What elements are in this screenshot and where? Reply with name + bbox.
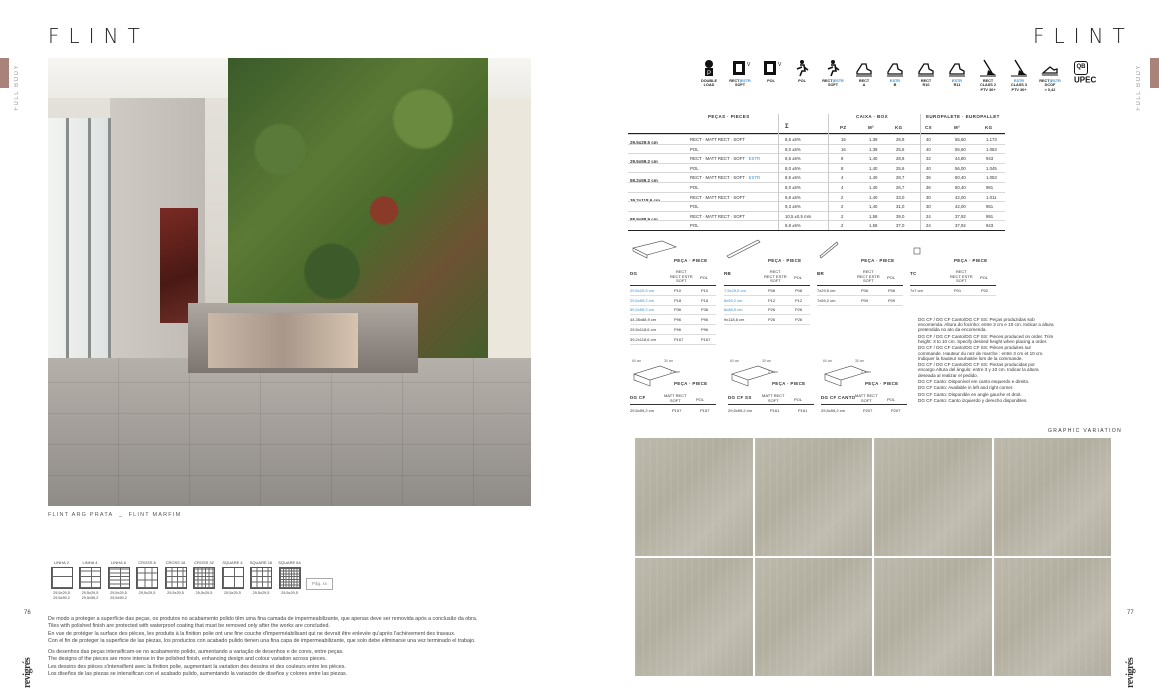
table-row: RECT · MATT RECT · SOFT · ESTR 8,5 ±5% 4 1,40 28,7 36 50,40 1.053	[628, 172, 1005, 182]
piece-dim: 60 cm	[730, 359, 740, 363]
para1-line: Tiles with polished finish are protected with waterproof coating that must be removed only after the works are concluded.	[48, 623, 330, 630]
photo-caption: FLINT ARG PRATA _ FLINT MARFIM	[48, 512, 182, 518]
table-size: 29,5x29,5 cm	[630, 140, 658, 145]
tile-sample	[755, 558, 873, 676]
icon-label: RECT R10	[920, 79, 932, 88]
brand-logo-left: revigrés	[22, 657, 33, 688]
piece-code: DG CF SS	[728, 395, 752, 400]
pendulum-3-icon	[1009, 58, 1029, 78]
piece-header: PEÇA · PIECE	[674, 381, 708, 386]
piece-drawing	[912, 238, 957, 260]
note-line: DG CF / DG CF Canto/DG CF SS: Piezas producidas por encargo.Altura del ángulo: entre 3 y 10 cm. Indicar la altura deseada al realizar el pedido.	[918, 362, 1039, 378]
piece-dg-cf	[630, 358, 718, 418]
piece-row-cell: P207	[863, 408, 873, 413]
piece-col-finish: RECT RECT ESTR SOFT	[857, 269, 880, 284]
piece-row-cell: P02	[981, 288, 989, 293]
graphic-variation-tiles	[635, 438, 1111, 676]
piece-row-cell: P06	[861, 288, 869, 293]
v2-spec	[727, 58, 753, 88]
note-line: DG CF Canto: Canto izquierdo y derecho disponibles.	[918, 398, 1028, 404]
pattern-cross16	[162, 560, 189, 596]
piece-dg	[630, 238, 718, 348]
table-row: RECT · MATT RECT · SOFT 9,8 ±5% 2 1,40 33,0 30 42,00 1.011	[628, 192, 1005, 202]
piece-row-cell: P96	[674, 326, 682, 332]
pattern-cross32	[191, 560, 218, 596]
piece-br	[817, 238, 905, 348]
slip-r5-icon	[823, 58, 843, 78]
dcof-icon	[1040, 58, 1060, 78]
pendulum-2-icon	[978, 58, 998, 78]
piece-row-cell: P26	[768, 307, 776, 313]
piece-row-cell: P10	[674, 288, 682, 293]
pattern-label: LINHA 2	[54, 560, 69, 565]
piece-row-cell: P167	[701, 336, 711, 342]
tile-sample	[994, 558, 1112, 676]
piece-row-cell: P36	[674, 307, 682, 313]
piece-row-cell: 29,5x59,2 cm	[630, 297, 655, 303]
paragraph-polish-protection	[48, 616, 518, 646]
icon-label: RECT|ESTR SOFT	[729, 79, 751, 88]
shoe-r10-icon	[916, 58, 936, 78]
double-load-icon	[699, 58, 719, 78]
th-sub: KG	[985, 125, 993, 130]
pattern-label: SQUARE 4	[222, 560, 243, 565]
pattern-sizes: 29,5x29,5 29,5x59,2	[53, 591, 70, 600]
page-title-left: FLINT	[48, 24, 149, 48]
piece-row-cell: P207	[891, 408, 901, 413]
th-sub: M²	[954, 125, 961, 130]
pattern-label: LINHA 6	[111, 560, 126, 565]
note-line: DG CF Canto: Available in left and right corner.	[918, 385, 1014, 391]
piece-header: PEÇA · PIECE	[865, 381, 899, 386]
pattern-sizes: 29,5x29,5	[167, 591, 184, 595]
th-sub: CX	[925, 125, 933, 130]
pattern-linha6	[105, 560, 132, 600]
table-size: 29,5x59,2 cm	[630, 159, 658, 165]
icon-label: ESTR CLASS 3 PTV 36+	[1010, 79, 1028, 92]
shoe-b-spec	[882, 58, 908, 88]
piece-row-cell: P26	[795, 307, 803, 313]
pattern-sizes: 29,5x29,5	[281, 591, 298, 595]
svg-text:V: V	[747, 62, 751, 68]
pattern-square16	[248, 560, 275, 596]
piece-header: PEÇA · PIECE	[772, 381, 806, 386]
pattern-label: LINHA 4	[82, 560, 98, 565]
piece-row-cell: P96	[701, 317, 709, 323]
graphic-variation-label: GRAPHIC VARIATION	[1048, 428, 1123, 434]
para2-line: Les dessins des pièces s'intensifient avec la finition polie, augmentant la variation des dessins et des couleurs entre les pièces.	[48, 663, 346, 670]
piece-header: PEÇA · PIECE	[954, 258, 988, 263]
th-pieces: PEÇAS · PIECES	[708, 114, 750, 119]
piece-row-cell: 29,5x59,2 cm	[728, 408, 753, 413]
svg-text:V: V	[778, 62, 782, 68]
tile-sample	[635, 438, 753, 556]
piece-row-cell: P157	[700, 408, 710, 413]
piece-row-cell: 29,5x118,6 cm	[630, 326, 656, 332]
pattern-swatch	[165, 567, 187, 589]
table-row: POL 8,0 ±5% 8 1,40 25,6 40 56,00 1.045	[628, 163, 1005, 173]
tile-sample	[635, 558, 753, 676]
pattern-label: CROSS 8	[138, 560, 156, 565]
note-line: DG CF Canto: Disponible en angle gauche et droit.	[918, 391, 1022, 397]
piece-col-pol: POL	[887, 275, 896, 280]
piece-row-cell: 44,35x88,9 cm	[630, 317, 657, 323]
piece-col-pol: POL	[980, 275, 989, 280]
piece-dim: 60 cm	[823, 359, 833, 363]
piece-row-cell: 7,5x29,5 cm	[724, 288, 746, 293]
piece-drawing	[823, 360, 872, 388]
pattern-square4	[219, 560, 246, 596]
table-row: RECT · MATT RECT · SOFT · ESTR 8,5 ±5% 8 1,40 28,8 32 44,80 943	[628, 153, 1005, 163]
piece-code: DG	[630, 271, 638, 276]
piece-dim: 30 cm	[762, 359, 772, 363]
icon-label: RECT|ESTR SOFT	[822, 79, 844, 88]
piece-row-cell: P167	[674, 336, 684, 342]
piece-drawing	[632, 360, 681, 388]
pattern-linha2	[48, 560, 75, 600]
shoe-a-spec	[851, 58, 877, 88]
piece-col-pol: POL	[794, 397, 803, 402]
piece-row-cell: P10	[701, 288, 709, 293]
piece-row-cell: 7x59,2 cm	[817, 297, 836, 303]
pattern-swatch	[51, 567, 73, 589]
piece-dim: 2,5 cm	[861, 370, 872, 374]
pattern-swatch	[79, 567, 101, 589]
para2-line: Los diseños de las piezas se intensifican con el acabado pulido, aumentando la variación de diseños y colores entre las piezas.	[48, 671, 348, 678]
piece-row-cell: 7x29,5 cm	[817, 288, 836, 293]
piece-code: DG CF	[630, 395, 646, 400]
pattern-square64	[276, 560, 303, 596]
para2-line: The designs of the pieces are more intense in the polished finish, enhancing design and colour variation across pieces.	[48, 656, 327, 663]
piece-drawing	[726, 238, 771, 260]
pattern-sizes: 29,5x29,5	[138, 591, 156, 595]
piece-row-cell: P09	[888, 297, 896, 303]
piece-row-cell: 29,5x29,5 cm	[630, 288, 655, 293]
piece-row-cell: P18	[674, 297, 682, 303]
piece-row-cell: 9x118,6 cm	[724, 317, 745, 323]
piece-drawing	[632, 238, 677, 260]
pattern-sizes: 29,5x29,5	[224, 591, 241, 595]
table-size: 88,9x88,9 cm	[630, 216, 658, 222]
piece-dim: 2,5 cm	[768, 370, 779, 374]
pattern-linha4	[77, 560, 104, 600]
piece-code: DG CF CANTO	[821, 395, 856, 400]
icon-label: RECT|ESTR DCOF > 0,42	[1039, 79, 1061, 92]
piece-col-finish: MATT RECT SOFT	[762, 393, 785, 403]
upec-badge: QB UPEC	[1074, 61, 1112, 76]
piece-row-cell: 8x88,9 cm	[724, 307, 743, 313]
piece-row-cell: 29,5x59,2 cm	[630, 408, 655, 413]
th-thickness: Σ	[785, 124, 790, 130]
table-size: 39,2x118,6 cm	[630, 197, 661, 203]
lobby-photo	[48, 58, 531, 506]
piece-dim: 60 cm	[632, 359, 642, 363]
slip-r3-icon	[792, 58, 812, 78]
piece-header: PEÇA · PIECE	[768, 258, 802, 263]
piece-row-cell: P08	[795, 288, 803, 293]
para1-line: En vue de protéger la surface des pièces, les produits à la finition polie ont une fine couche d'imperméabilisant qui ne devrait être enlevée qu'après l'achèvement des travaux.	[48, 630, 456, 637]
piece-row-cell: 39,2x118,6 cm	[630, 336, 656, 342]
piece-row-cell: P157	[672, 408, 682, 413]
piece-row-cell: P161	[770, 408, 780, 413]
pattern-swatch	[279, 567, 301, 589]
page-title-right: FLINT	[1033, 24, 1134, 48]
piece-col-finish: RECT RECT ESTR SOFT	[950, 269, 973, 284]
shoe-a-icon	[854, 58, 874, 78]
pattern-sizes: 29,5x29,5	[252, 591, 270, 595]
pattern-swatch	[108, 567, 130, 589]
piece-drawing	[730, 360, 779, 388]
side-tab-right	[1150, 58, 1159, 88]
side-tab-left	[0, 58, 9, 88]
para1-line: De modo a proteger a superfície das peças, os produtos no acabamento polido têm uma fina camada de impermeabilizante, que apenas deve ser removida após a conclusão da obra.	[48, 616, 478, 622]
tiled-floor	[48, 358, 531, 506]
piece-col-pol: POL	[696, 397, 705, 402]
piece-header: PEÇA · PIECE	[861, 258, 895, 263]
th-sub: PZ	[840, 125, 847, 130]
pattern-sizes: 29,5x29,5	[195, 591, 213, 595]
piece-row-cell: P08	[768, 288, 776, 293]
shoe-r10-spec	[913, 58, 939, 88]
note-line: DG CF / DG CF Canto/DG CF SS: Pièces produites sur commande. Hauteur du nez de marche : entre 3 cm et 10 cm. Indiquer la hauteur souhaitée lors de la commande.	[918, 345, 1044, 361]
tile-sample	[755, 438, 873, 556]
piece-row-cell: P01	[954, 288, 962, 293]
pendulum-2-spec	[975, 58, 1001, 92]
table-row: POL 9,3 ±5% 2 1,40 31,0 30 42,00 951	[628, 201, 1005, 211]
piece-row-cell: 7x7 cm	[910, 288, 923, 293]
table-row: RECT · MATT RECT · SOFT 10,5 ±0,5 mm 2 1,58 39,0 24 37,92 991	[628, 211, 1005, 221]
slip-r5-spec	[820, 58, 846, 88]
pattern-swatch	[222, 567, 244, 589]
pieces-notes	[918, 317, 1056, 405]
piece-row-cell: P12	[768, 297, 776, 303]
piece-row-cell: P36	[701, 307, 709, 313]
note-line: DG CF / DG CF Canto/DG CF SS: Pieces produced on order. Trim height: 3 to 10 cm. Specify desired height when placing a order.	[918, 333, 1054, 344]
pendulum-3-spec	[1006, 58, 1032, 92]
tile-sample	[994, 438, 1112, 556]
piece-col-finish: RECT RECT ESTR SOFT	[764, 269, 787, 284]
qb-icon: QB	[1074, 61, 1088, 75]
pattern-label: SQUARE 16	[249, 560, 273, 565]
th-sub: M²	[868, 125, 875, 130]
piece-col-pol: POL	[794, 275, 803, 280]
slip-r3-spec	[789, 58, 815, 83]
brand-logo-right: revigrés	[1125, 657, 1136, 688]
piece-row-cell: 29,5x59,2 cm	[821, 408, 846, 413]
icon-label: POL	[767, 79, 775, 83]
piece-row-cell: P161	[798, 408, 808, 413]
pattern-sizes: 29,5x29,5 29,5x59,2	[81, 591, 99, 600]
tile-sample	[874, 558, 992, 676]
shoe-r11-icon	[947, 58, 967, 78]
piece-dg-cf-canto	[821, 358, 909, 418]
icon-label: RECT CLASS 2 PTV 36+	[979, 79, 997, 92]
piece-code: TC	[910, 271, 917, 276]
piece-row-cell: P18	[701, 297, 709, 303]
piece-col-finish: RECT RECT ESTR SOFT	[670, 269, 693, 284]
shoe-b-icon	[885, 58, 905, 78]
piece-col-finish: MATT RECT SOFT	[855, 393, 878, 403]
piece-row-cell: 8x59,2 cm	[724, 297, 743, 303]
page-reference[interactable]: Pág. xx	[306, 578, 333, 590]
piece-row-cell: P26	[795, 317, 803, 323]
icon-label: ESTR R11	[951, 79, 963, 88]
side-label-right: FULL BODY	[1136, 64, 1142, 111]
dcof-spec	[1037, 58, 1063, 92]
pattern-label: SQUARE 64	[278, 560, 301, 565]
note-line: DG CF Canto: Disponível em canto esquerdo e direito.	[918, 378, 1030, 384]
pattern-sizes: 29,5x29,5 29,5x59,2	[110, 591, 127, 600]
piece-header: PEÇA · PIECE	[674, 258, 708, 263]
double-load-spec	[696, 58, 722, 88]
piece-dim: 30 cm	[855, 359, 865, 363]
v2-icon	[730, 58, 750, 78]
table-row: POL 9,8 ±5% 2 1,58 37,0 24 37,92 943	[628, 220, 1005, 230]
piece-col-finish: MATT RECT SOFT	[664, 393, 687, 403]
pattern-swatch	[136, 567, 158, 589]
table-row: RECT · MATT RECT · SOFT 8,5 ±5% 16 1,39 28,8 40 55,60 1.173	[628, 134, 1005, 144]
piece-row-cell: P06	[888, 288, 896, 293]
note-line: DG CF / DG CF Canto/DG CF SS: Peças produzidas sob encomenda. Altura do focinho: entre 3 cm e 10 cm. Indicar a altura pretendida no ato da encomenda.	[918, 317, 1054, 333]
pattern-label: CROSS 32	[194, 560, 214, 565]
icon-label: RECT A	[858, 79, 870, 88]
table-size: 59,2x59,2 cm	[630, 178, 658, 184]
piece-dg-cf-ss	[728, 358, 816, 418]
piece-row-cell: P96	[701, 326, 709, 332]
piece-dim: 30 cm	[664, 359, 674, 363]
piece-row-cell: P12	[795, 297, 803, 303]
para2-line: Os desenhos das peças intensificam-se no acabamento polido, aumentando a variação de desenhos e de cores, entre peças.	[48, 649, 344, 655]
v3-icon	[761, 58, 781, 78]
side-label-left: FULL BODY	[14, 64, 20, 111]
th-box: CAIXA · BOX	[856, 114, 888, 119]
pattern-label: CROSS 16	[165, 560, 186, 565]
table-row: POL 8,0 ±5% 16 1,39 25,6 40 55,60 1.063	[628, 144, 1005, 154]
piece-row-cell: P26	[768, 317, 776, 323]
piece-row-cell: 59,2x59,2 cm	[630, 307, 655, 313]
th-pallet: EUROPALETE · EUROPALLET	[926, 114, 1000, 119]
paragraph-polish-design	[48, 649, 518, 679]
piece-row-cell: P09	[861, 297, 869, 303]
pattern-cross8	[134, 560, 161, 596]
piece-dim: 2,5 cm	[670, 370, 681, 374]
svg-text:P: P	[706, 71, 712, 77]
piece-rb	[724, 238, 812, 348]
table-row: POL 8,0 ±5% 4 1,40 26,7 36 50,40 981	[628, 182, 1005, 192]
shoe-r11-spec	[944, 58, 970, 88]
pattern-swatch	[250, 567, 272, 589]
piece-col-pol: POL	[700, 275, 709, 280]
v3-spec	[758, 58, 784, 83]
icon-label: ESTR B	[889, 79, 901, 88]
piece-code: RB	[724, 271, 732, 276]
page-number-right: 77	[1127, 610, 1134, 616]
piece-row-cell: P96	[674, 317, 682, 323]
piece-drawing	[819, 238, 864, 260]
tile-sample	[874, 438, 992, 556]
piece-code: BR	[817, 271, 825, 276]
para1-line: Con el fin de proteger la superficie de las piezas, los productos con acabado pulido tienen una fina capa de impermeabilizante, que solo debe eliminarse una vez terminado el trabajo.	[48, 638, 476, 645]
pattern-swatch	[193, 567, 215, 589]
icon-label: POL	[798, 79, 806, 83]
icon-label: DOUBLE LOAD	[700, 79, 718, 88]
page-number-left: 76	[24, 610, 31, 616]
piece-col-pol: POL	[887, 397, 896, 402]
th-sub: KG	[895, 125, 903, 130]
